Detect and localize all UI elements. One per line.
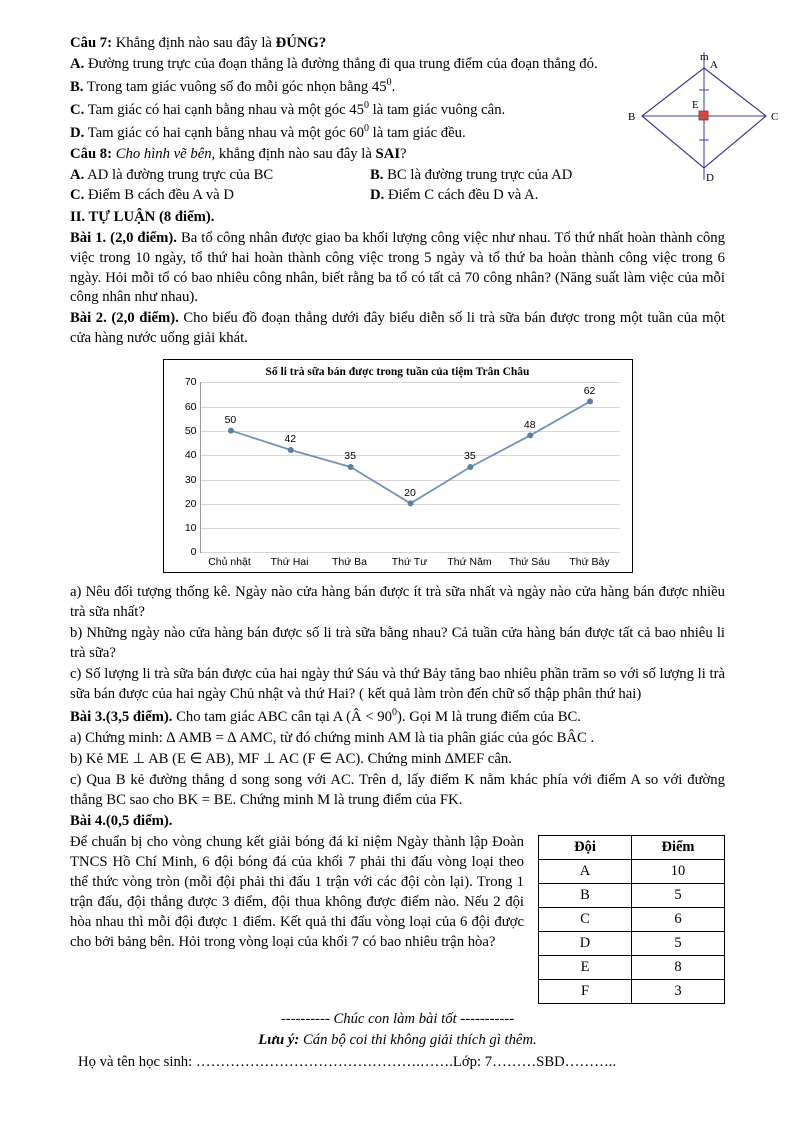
q8-a-text: AD là đường trung trực của BC — [84, 166, 274, 183]
bai-3-part-a: a) Chứng minh: ∆ AMB = ∆ AMC, từ đó chứng minh AM là tia phân giác của góc BÂC . — [70, 730, 595, 747]
table-row — [539, 932, 725, 956]
geo-label-m: m — [700, 51, 709, 63]
table-row — [539, 956, 725, 980]
geo-label-E: E — [692, 99, 699, 111]
bai-3-tail: ). Gọi M là trung điểm của BC. — [397, 709, 581, 726]
bai-2-label: Bài 2. (2,0 điểm). — [70, 310, 179, 327]
q8-head-tail: ? — [400, 145, 407, 162]
exam-note-text: Cán bộ coi thi không giải thích gì thêm. — [299, 1032, 537, 1049]
bai-3-text: Cho tam giác ABC cân tại A (Â < 90 — [172, 709, 392, 726]
chart-y-tick: 30 — [184, 473, 197, 486]
student-name-line: Họ và tên học sinh: ……………………………………….…….Lớp: 7………SBD……….. — [78, 1054, 617, 1071]
section-2-heading: II. TỰ LUẬN (8 điểm). — [70, 208, 215, 225]
score-team-cell: E — [539, 956, 632, 980]
q7-option-b — [70, 76, 725, 98]
q7-option-d — [70, 122, 725, 144]
chart-point-label: 62 — [583, 384, 596, 397]
q8-head-bold: SAI — [375, 145, 401, 162]
q7-c-sup: 0 — [364, 99, 369, 111]
score-points-cell: 5 — [632, 884, 725, 908]
score-team-cell: A — [539, 860, 632, 884]
q7-option-c — [70, 99, 725, 121]
q7-a-letter: A. — [70, 55, 85, 72]
chart-x-label: Chủ nhật — [208, 556, 251, 569]
score-points-cell: 5 — [632, 932, 725, 956]
chart-point-label: 20 — [404, 486, 416, 499]
bai-1 — [70, 229, 725, 309]
score-points-cell: 6 — [632, 908, 725, 932]
good-luck-note: ---------- Chúc con làm bài tốt ----------- — [280, 1011, 515, 1028]
chart-y-tick: 20 — [184, 497, 197, 510]
chart-y-tick: 60 — [184, 400, 197, 413]
chart-container — [70, 359, 725, 573]
score-points-cell: 8 — [632, 956, 725, 980]
bai-3 — [70, 706, 725, 728]
q8-number: Câu 8: — [70, 145, 113, 162]
chart-x-axis-labels — [200, 556, 620, 568]
q7-c-text: Tam giác có hai cạnh bằng nhau và một góc 45 — [84, 101, 364, 118]
table-row — [539, 980, 725, 1004]
q8-option-b — [370, 166, 725, 186]
q7-b-text: Trong tam giác vuông số đo mỗi góc nhọn bằng 45 — [83, 78, 387, 95]
chart-point-label: 35 — [344, 450, 356, 463]
exam-note — [70, 1031, 725, 1051]
q7-head-bold: ĐÚNG? — [275, 35, 327, 51]
q8-option-d — [370, 186, 725, 206]
score-team-cell: C — [539, 908, 632, 932]
q8-c-text: Điểm B cách đều A và D — [84, 186, 234, 203]
q7-a-text: Đường trung trực của đoạn thẳng là đường thẳng đi qua trung điểm của đoạn thẳng đó. — [84, 55, 598, 72]
line-chart — [163, 359, 633, 573]
bai-2-part-c: c) Số lượng li trà sữa bán được của hai ngày thứ Sáu và thứ Bảy tăng bao nhiêu phần trăm so với số lượng li trà sữa bán được của hai ngày Chủ nhật và thứ Hai? ( kết quả làm tròn đến chữ số thập phân thứ hai) — [70, 666, 725, 703]
q8-b-letter: B. — [370, 166, 384, 183]
q7-c-tail: là tam giác vuông cân. — [369, 101, 506, 118]
chart-y-tick: 50 — [184, 425, 197, 437]
q8-a-letter: A. — [70, 166, 85, 183]
q8-options-row-1 — [70, 166, 725, 186]
bai-3-part-c: c) Qua B kẻ đường thẳng d song song với AC. Trên d, lấy điểm K nằm khác phía với điểm A so với đường thẳng BC sao cho BK = BE. Chứng minh M là trung điểm của FK. — [70, 772, 725, 809]
q7-b-sup: 0 — [386, 76, 392, 88]
q7-b-letter: B. — [70, 78, 84, 95]
score-points-cell: 3 — [632, 980, 725, 1004]
chart-x-label: Thứ Năm — [447, 556, 492, 569]
bai-3-sup: 0 — [392, 707, 397, 719]
q8-c-letter: C. — [70, 186, 85, 203]
score-team-cell: D — [539, 932, 632, 956]
bai-2 — [70, 309, 725, 349]
bai-4-text-column — [70, 833, 524, 954]
geo-label-D: D — [706, 172, 714, 184]
chart-x-label: Thứ Tư — [391, 556, 428, 569]
chart-title: Số li trà sữa bán được trong tuần của tiệm Trân Châu — [265, 366, 530, 379]
q8-option-a — [70, 166, 370, 186]
chart-x-label: Thứ Bảy — [569, 556, 610, 569]
chart-point-label: 42 — [284, 433, 297, 446]
q7-d-text: Tam giác có hai cạnh bằng nhau và một góc 60 — [84, 124, 364, 141]
geo-label-A: A — [710, 59, 718, 71]
bai-2-text: Cho biểu đồ đoạn thẳng dưới đây biểu diễn số li trà sữa bán được trong một tuần của một cửa hàng nước uống giải khát. — [70, 310, 725, 347]
q8-b-text: BC là đường trung trực của AD — [383, 166, 573, 183]
q8-d-letter: D. — [370, 186, 385, 203]
chart-point-label: 35 — [464, 450, 476, 463]
question-8-heading — [70, 145, 725, 165]
chart-y-tick: 10 — [184, 522, 197, 535]
q7-b-tail: . — [391, 78, 396, 95]
score-team-cell: F — [539, 980, 632, 1004]
q7-d-tail: là tam giác đều. — [369, 124, 466, 141]
chart-gridline — [201, 552, 620, 553]
bai-3-part-b: b) Kẻ ME ⊥ AB (E ∈ AB), MF ⊥ AC (F ∈ AC). Chứng minh ∆MEF cân. — [70, 751, 512, 768]
chart-y-tick: 70 — [184, 376, 197, 389]
q7-d-letter: D. — [70, 124, 85, 141]
bai-2-part-b: b) Những ngày nào cửa hàng bán được số li trà sữa bằng nhau? Cả tuần cửa hàng bán được tất cả bao nhiêu li trà sữa? — [70, 625, 725, 662]
chart-point-label: 48 — [523, 418, 536, 431]
table-row — [539, 908, 725, 932]
bai-2-part-a: a) Nêu đối tượng thống kê. Ngày nào cửa hàng bán được ít trà sữa nhất và ngày nào cửa hàng bán được nhiều trà sữa nhất? — [70, 584, 725, 621]
score-table — [538, 835, 725, 1004]
q8-d-text: Điểm C cách đều D và A. — [384, 186, 539, 203]
q7-head-text: Khẳng định nào sau đây là — [112, 35, 276, 51]
q8-option-c — [70, 186, 370, 206]
q8-head-italic: Cho hình vẽ bên, — [112, 145, 216, 162]
q7-option-a — [70, 55, 725, 75]
score-team-cell: B — [539, 884, 632, 908]
table-row — [539, 860, 725, 884]
chart-plot-area — [184, 376, 620, 559]
score-table-header-points: Điểm — [632, 836, 725, 860]
geo-label-B: B — [628, 111, 636, 123]
q7-c-letter: C. — [70, 101, 85, 118]
q7-number: Câu 7: — [70, 35, 113, 51]
question-7-heading — [70, 34, 725, 54]
bai-3-label: Bài 3.(3,5 điểm). — [70, 709, 173, 726]
bai-1-text: Ba tổ công nhân được giao ba khối lượng công việc như nhau. Tổ thứ nhất hoàn thành công việc trong 10 ngày, tổ thứ hai hoàn thành công việc trong 5 ngày và tổ thứ ba hoàn thành công việc trong 6 ngày. Hỏi mỗi tổ có bao nhiêu công nhân, biết rằng ba tổ có tất cả 70 công nhân? (Năng suất làm việc của mỗi công nhân như nhau). — [70, 229, 725, 306]
chart-point-label: 50 — [224, 414, 237, 426]
bai-4-text: Để chuẩn bị cho vòng chung kết giải bóng đá kỉ niệm Ngày thành lập Đoàn TNCS Hồ Chí Minh, 6 đội bóng đá của khối 7 phải thi đấu vòng loại theo thể thức vòng tròn (mỗi đội phải thi đấu 1 trận với các đội còn lại). Trong 1 trận đấu, đội thắng được 3 điểm, đội thua không được điểm nào. Nếu 2 đội hòa nhau thì mỗi đội được 1 điểm. Kết quả thi đấu vòng loại của 6 đội được cho bởi bảng bên. Hỏi trong vòng loại của khối 7 có bao nhiêu trận hòa? — [70, 834, 524, 951]
chart-x-label: Thứ Hai — [270, 556, 309, 569]
geo-label-C: C — [771, 111, 779, 123]
bai-4-label: Bài 4.(0,5 điểm). — [70, 813, 173, 830]
exam-note-label: Lưu ý: — [258, 1032, 300, 1049]
q8-head-text: khẳng định nào sau đây là — [215, 145, 376, 162]
chart-x-label: Thứ Sáu — [509, 556, 550, 569]
bai-4-block — [70, 833, 725, 1004]
chart-y-tick: 40 — [184, 449, 197, 462]
table-row — [539, 884, 725, 908]
chart-series — [201, 382, 620, 552]
score-table-header-team: Đội — [539, 836, 632, 860]
bai-1-label: Bài 1. (2,0 điểm). — [70, 229, 177, 246]
q8-options-row-2 — [70, 186, 725, 206]
q7-d-sup: 0 — [364, 122, 369, 134]
score-table-header-row — [539, 836, 725, 860]
score-points-cell: 10 — [632, 860, 725, 884]
chart-y-tick: 0 — [190, 546, 197, 559]
chart-x-label: Thứ Ba — [331, 556, 368, 569]
